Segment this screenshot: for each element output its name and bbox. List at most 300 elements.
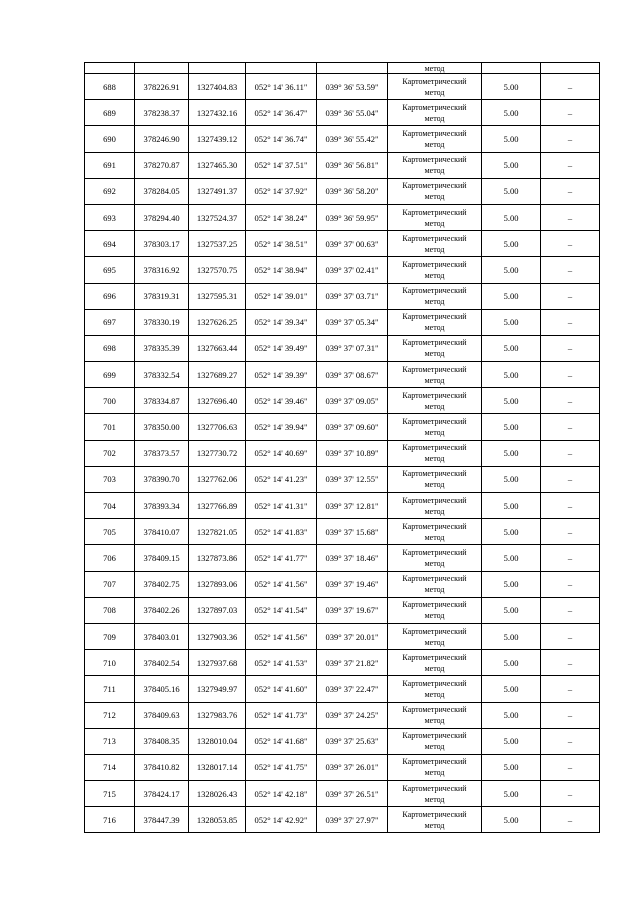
x-coord-cell: 378226.91 — [135, 74, 189, 100]
table-row — [85, 414, 600, 440]
x-coord-cell: 378294.40 — [135, 204, 189, 230]
x-coord-cell: 378319.31 — [135, 283, 189, 309]
note-cell: – — [541, 335, 600, 361]
point-number-cell: 712 — [85, 702, 135, 728]
point-number-cell: 703 — [85, 466, 135, 492]
method-line: Картометрический — [402, 338, 467, 348]
method-line: Картометрический — [402, 731, 467, 741]
x-coord-cell: 378393.34 — [135, 493, 189, 519]
precision-cell: 5.00 — [482, 571, 541, 597]
method-line: Картометрический — [402, 128, 467, 138]
point-number-cell: 691 — [85, 152, 135, 178]
table-row — [85, 466, 600, 492]
y-coord-cell: 1327821.05 — [189, 519, 246, 545]
method-line: метод — [424, 323, 445, 333]
longitude-cell: 039° 37' 03.71" — [317, 283, 388, 309]
table-row — [85, 650, 600, 676]
table-row — [85, 178, 600, 204]
method-line: метод — [424, 637, 445, 647]
longitude-cell: 039° 36' 56.81" — [317, 152, 388, 178]
point-number-cell: 702 — [85, 440, 135, 466]
precision-cell: 5.00 — [482, 650, 541, 676]
latitude-cell: 052° 14' 39.39" — [246, 362, 317, 388]
note-cell: – — [541, 100, 600, 126]
longitude-cell: 039° 37' 12.81" — [317, 493, 388, 519]
method-cell — [388, 519, 482, 545]
method-line: Картометрический — [402, 600, 467, 610]
point-number-cell: 713 — [85, 728, 135, 754]
x-coord-cell: 378246.90 — [135, 126, 189, 152]
y-coord-cell: 1327626.25 — [189, 309, 246, 335]
note-cell: – — [541, 571, 600, 597]
method-line: Картометрический — [402, 364, 467, 374]
x-coord-cell: 378402.54 — [135, 650, 189, 676]
point-number-cell: 690 — [85, 126, 135, 152]
table-row — [85, 257, 600, 283]
precision-cell: 5.00 — [482, 493, 541, 519]
latitude-cell: 052° 14' 42.18" — [246, 781, 317, 807]
method-line: Картометрический — [402, 495, 467, 505]
method-line: Картометрический — [402, 76, 467, 86]
table-row — [85, 126, 600, 152]
note-cell: – — [541, 466, 600, 492]
method-line: метод — [424, 297, 445, 307]
y-coord-cell: 1327595.31 — [189, 283, 246, 309]
note-cell: – — [541, 283, 600, 309]
longitude-cell: 039° 36' 55.42" — [317, 126, 388, 152]
method-line: метод — [424, 139, 445, 149]
note-cell: – — [541, 519, 600, 545]
longitude-cell: 039° 37' 24.25" — [317, 702, 388, 728]
latitude-cell: 052° 14' 39.94" — [246, 414, 317, 440]
note-cell: – — [541, 781, 600, 807]
latitude-cell: 052° 14' 39.49" — [246, 335, 317, 361]
point-number-cell: 716 — [85, 807, 135, 833]
method-cell — [388, 257, 482, 283]
latitude-cell: 052° 14' 42.92" — [246, 807, 317, 833]
method-cell — [388, 231, 482, 257]
method-cell — [388, 807, 482, 833]
method-line: Картометрический — [402, 547, 467, 557]
y-coord-cell: 1327465.30 — [189, 152, 246, 178]
method-line: Картометрический — [402, 259, 467, 269]
y-coord-cell: 1327404.83 — [189, 74, 246, 100]
longitude-cell: 039° 37' 09.05" — [317, 388, 388, 414]
method-line: Картометрический — [402, 443, 467, 453]
longitude-cell: 039° 37' 19.46" — [317, 571, 388, 597]
longitude-cell: 039° 36' 58.20" — [317, 178, 388, 204]
method-cell — [388, 309, 482, 335]
method-line: метод — [424, 244, 445, 254]
method-line: Картометрический — [402, 102, 467, 112]
longitude-cell: 039° 36' 59.95" — [317, 204, 388, 230]
longitude-cell: 039° 37' 08.67" — [317, 362, 388, 388]
method-line: метод — [424, 716, 445, 726]
y-coord-cell: 1328010.04 — [189, 728, 246, 754]
point-number-cell: 701 — [85, 414, 135, 440]
table-row — [85, 519, 600, 545]
precision-cell: 5.00 — [482, 597, 541, 623]
longitude-cell: 039° 37' 18.46" — [317, 545, 388, 571]
longitude-cell: 039° 37' 21.82" — [317, 650, 388, 676]
precision-cell: 5.00 — [482, 807, 541, 833]
table-row — [85, 623, 600, 649]
method-cell — [388, 178, 482, 204]
method-line: Картометрический — [402, 312, 467, 322]
y-coord-cell: 1327897.03 — [189, 597, 246, 623]
x-coord-cell: 378373.57 — [135, 440, 189, 466]
table-row — [85, 204, 600, 230]
method-cell — [388, 597, 482, 623]
longitude-cell: 039° 37' 20.01" — [317, 623, 388, 649]
method-line: метод — [424, 611, 445, 621]
method-line: метод — [424, 742, 445, 752]
note-cell: – — [541, 74, 600, 100]
method-line: метод — [424, 428, 445, 438]
table-row — [85, 309, 600, 335]
y-coord-cell: 1327766.89 — [189, 493, 246, 519]
method-line: Картометрический — [402, 469, 467, 479]
longitude-cell: 039° 37' 12.55" — [317, 466, 388, 492]
precision-cell: 5.00 — [482, 440, 541, 466]
coordinates-table — [84, 62, 600, 833]
point-number-cell: 710 — [85, 650, 135, 676]
y-coord-cell: 1328026.43 — [189, 781, 246, 807]
note-cell: – — [541, 807, 600, 833]
latitude-cell: 052° 14' 36.47" — [246, 100, 317, 126]
precision-cell: 5.00 — [482, 545, 541, 571]
method-cell — [388, 493, 482, 519]
table-row — [85, 231, 600, 257]
point-number-cell: 709 — [85, 623, 135, 649]
latitude-cell: 052° 14' 41.54" — [246, 597, 317, 623]
note-cell: – — [541, 597, 600, 623]
method-line: Картометрический — [402, 390, 467, 400]
x-coord-cell: 378447.39 — [135, 807, 189, 833]
table-row — [85, 152, 600, 178]
y-coord-cell: 1327439.12 — [189, 126, 246, 152]
precision-cell: 5.00 — [482, 414, 541, 440]
method-cell — [388, 152, 482, 178]
point-number-cell: 700 — [85, 388, 135, 414]
y-coord-cell: 1327893.06 — [189, 571, 246, 597]
x-coord-cell: 378409.63 — [135, 702, 189, 728]
latitude-cell: 052° 14' 37.51" — [246, 152, 317, 178]
latitude-cell: 052° 14' 37.92" — [246, 178, 317, 204]
method-line: Картометрический — [402, 155, 467, 165]
note-cell: – — [541, 231, 600, 257]
table-row — [85, 493, 600, 519]
longitude-cell: 039° 37' 19.67" — [317, 597, 388, 623]
y-coord-cell: 1327689.27 — [189, 362, 246, 388]
precision-cell: 5.00 — [482, 283, 541, 309]
table-row — [85, 100, 600, 126]
table-row — [85, 728, 600, 754]
point-number-cell: 711 — [85, 676, 135, 702]
precision-cell: 5.00 — [482, 257, 541, 283]
latitude-cell: 052° 14' 39.01" — [246, 283, 317, 309]
precision-cell: 5.00 — [482, 623, 541, 649]
point-number-cell: 689 — [85, 100, 135, 126]
method-cell — [388, 571, 482, 597]
note-cell: – — [541, 440, 600, 466]
x-coord-cell: 378402.26 — [135, 597, 189, 623]
x-coord-cell: 378238.37 — [135, 100, 189, 126]
longitude-cell: 039° 37' 25.63" — [317, 728, 388, 754]
method-line: метод — [424, 585, 445, 595]
longitude-cell: 039° 37' 22.47" — [317, 676, 388, 702]
point-number-cell: 692 — [85, 178, 135, 204]
x-coord-cell: 378402.75 — [135, 571, 189, 597]
x-coord-cell: 378350.00 — [135, 414, 189, 440]
precision-cell: 5.00 — [482, 728, 541, 754]
point-number-cell: 696 — [85, 283, 135, 309]
table-row — [85, 676, 600, 702]
x-coord-cell: 378409.15 — [135, 545, 189, 571]
table-row — [85, 702, 600, 728]
y-coord-cell: 1327949.97 — [189, 676, 246, 702]
latitude-cell: 052° 14' 41.56" — [246, 623, 317, 649]
x-coord-cell: 378410.82 — [135, 754, 189, 780]
precision-cell: 5.00 — [482, 100, 541, 126]
precision-cell: 5.00 — [482, 362, 541, 388]
latitude-cell: 052° 14' 38.24" — [246, 204, 317, 230]
method-line: Картометрический — [402, 678, 467, 688]
precision-cell: 5.00 — [482, 178, 541, 204]
method-line: Картометрический — [402, 626, 467, 636]
point-number-cell: 715 — [85, 781, 135, 807]
method-line: метод — [424, 192, 445, 202]
point-number-cell: 694 — [85, 231, 135, 257]
note-cell: – — [541, 493, 600, 519]
note-cell: – — [541, 152, 600, 178]
precision-cell: 5.00 — [482, 519, 541, 545]
table-row — [85, 597, 600, 623]
y-coord-cell: 1327537.25 — [189, 231, 246, 257]
method-cell — [388, 414, 482, 440]
method-line: метод — [424, 558, 445, 568]
method-cell — [388, 466, 482, 492]
longitude-cell: 039° 37' 10.89" — [317, 440, 388, 466]
point-number-cell: 708 — [85, 597, 135, 623]
y-coord-cell: 1327873.86 — [189, 545, 246, 571]
point-number-cell: 706 — [85, 545, 135, 571]
y-coord-cell: 1327730.72 — [189, 440, 246, 466]
longitude-cell: 039° 37' 00.63" — [317, 231, 388, 257]
method-line: Картометрический — [402, 286, 467, 296]
method-line: метод — [424, 820, 445, 830]
x-coord-cell: 378270.87 — [135, 152, 189, 178]
table-row-continued — [85, 63, 600, 74]
point-number-cell: 704 — [85, 493, 135, 519]
longitude-cell: 039° 36' 55.04" — [317, 100, 388, 126]
latitude-cell: 052° 14' 38.51" — [246, 231, 317, 257]
method-cell — [388, 362, 482, 388]
method-cell — [388, 623, 482, 649]
x-coord-cell: 378316.92 — [135, 257, 189, 283]
latitude-cell: 052° 14' 40.69" — [246, 440, 317, 466]
latitude-cell: 052° 14' 41.23" — [246, 466, 317, 492]
note-cell: – — [541, 676, 600, 702]
x-coord-cell: 378390.70 — [135, 466, 189, 492]
table-row — [85, 335, 600, 361]
longitude-cell: 039° 37' 26.51" — [317, 781, 388, 807]
y-coord-cell: 1327706.63 — [189, 414, 246, 440]
precision-cell: 5.00 — [482, 231, 541, 257]
longitude-cell: 039° 37' 05.34" — [317, 309, 388, 335]
method-line: метод — [424, 166, 445, 176]
method-line: метод — [424, 480, 445, 490]
note-cell: – — [541, 702, 600, 728]
method-line: метод — [424, 401, 445, 411]
method-cell — [388, 728, 482, 754]
table-row — [85, 440, 600, 466]
latitude-cell: 052° 14' 41.83" — [246, 519, 317, 545]
table-row — [85, 362, 600, 388]
point-number-cell: 714 — [85, 754, 135, 780]
method-tail-cell: метод — [388, 63, 482, 74]
method-line: метод — [424, 663, 445, 673]
longitude-cell: 039° 36' 53.59" — [317, 74, 388, 100]
method-line: Картометрический — [402, 809, 467, 819]
longitude-cell: 039° 37' 15.68" — [317, 519, 388, 545]
precision-cell: 5.00 — [482, 309, 541, 335]
table-row — [85, 571, 600, 597]
latitude-cell: 052° 14' 41.31" — [246, 493, 317, 519]
y-coord-cell: 1327983.76 — [189, 702, 246, 728]
table-row — [85, 283, 600, 309]
table-row — [85, 781, 600, 807]
latitude-cell: 052° 14' 41.60" — [246, 676, 317, 702]
method-cell — [388, 388, 482, 414]
method-line: метод — [424, 794, 445, 804]
y-coord-cell: 1327491.37 — [189, 178, 246, 204]
y-coord-cell: 1327663.44 — [189, 335, 246, 361]
latitude-cell: 052° 14' 36.11" — [246, 74, 317, 100]
longitude-cell: 039° 37' 27.97" — [317, 807, 388, 833]
note-cell: – — [541, 414, 600, 440]
method-line: Картометрический — [402, 233, 467, 243]
precision-cell: 5.00 — [482, 754, 541, 780]
table-body — [85, 63, 600, 833]
note-cell: – — [541, 545, 600, 571]
method-line: Картометрический — [402, 181, 467, 191]
precision-cell: 5.00 — [482, 126, 541, 152]
y-coord-cell: 1327524.37 — [189, 204, 246, 230]
method-cell — [388, 676, 482, 702]
table-row — [85, 74, 600, 100]
y-coord-cell: 1328017.14 — [189, 754, 246, 780]
method-line: метод — [424, 349, 445, 359]
latitude-cell: 052° 14' 41.56" — [246, 571, 317, 597]
latitude-cell: 052° 14' 39.34" — [246, 309, 317, 335]
latitude-cell: 052° 14' 41.73" — [246, 702, 317, 728]
note-cell: – — [541, 257, 600, 283]
point-number-cell: 695 — [85, 257, 135, 283]
longitude-cell: 039° 37' 09.60" — [317, 414, 388, 440]
x-coord-cell: 378334.87 — [135, 388, 189, 414]
x-coord-cell: 378284.05 — [135, 178, 189, 204]
point-number-cell: 698 — [85, 335, 135, 361]
x-coord-cell: 378405.16 — [135, 676, 189, 702]
precision-cell: 5.00 — [482, 466, 541, 492]
note-cell: – — [541, 204, 600, 230]
latitude-cell: 052° 14' 41.53" — [246, 650, 317, 676]
longitude-cell: 039° 37' 02.41" — [317, 257, 388, 283]
method-line: Картометрический — [402, 783, 467, 793]
precision-cell: 5.00 — [482, 204, 541, 230]
note-cell: – — [541, 754, 600, 780]
point-number-cell: 697 — [85, 309, 135, 335]
method-cell — [388, 335, 482, 361]
method-line: метод — [424, 689, 445, 699]
precision-cell: 5.00 — [482, 335, 541, 361]
method-cell — [388, 754, 482, 780]
method-cell — [388, 781, 482, 807]
method-line: метод — [424, 218, 445, 228]
method-line: метод — [424, 506, 445, 516]
note-cell: – — [541, 388, 600, 414]
x-coord-cell: 378410.07 — [135, 519, 189, 545]
method-line: Картометрический — [402, 417, 467, 427]
method-line: метод — [424, 375, 445, 385]
note-cell: – — [541, 309, 600, 335]
point-number-cell: 707 — [85, 571, 135, 597]
precision-cell: 5.00 — [482, 388, 541, 414]
method-line: Картометрический — [402, 207, 467, 217]
point-number-cell: 688 — [85, 74, 135, 100]
note-cell: – — [541, 178, 600, 204]
y-coord-cell: 1327903.36 — [189, 623, 246, 649]
method-line: Картометрический — [402, 652, 467, 662]
x-coord-cell: 378332.54 — [135, 362, 189, 388]
precision-cell: 5.00 — [482, 74, 541, 100]
method-line: Картометрический — [402, 574, 467, 584]
table-row — [85, 545, 600, 571]
method-line: Картометрический — [402, 757, 467, 767]
method-line: метод — [424, 454, 445, 464]
x-coord-cell: 378330.19 — [135, 309, 189, 335]
longitude-cell: 039° 37' 26.01" — [317, 754, 388, 780]
precision-cell: 5.00 — [482, 702, 541, 728]
method-line: Картометрический — [402, 705, 467, 715]
method-cell — [388, 650, 482, 676]
longitude-cell: 039° 37' 07.31" — [317, 335, 388, 361]
latitude-cell: 052° 14' 41.77" — [246, 545, 317, 571]
method-cell — [388, 204, 482, 230]
y-coord-cell: 1327762.06 — [189, 466, 246, 492]
method-line: Картометрический — [402, 521, 467, 531]
latitude-cell: 052° 14' 39.46" — [246, 388, 317, 414]
method-line: метод — [424, 532, 445, 542]
method-line: метод — [424, 87, 445, 97]
y-coord-cell: 1327937.68 — [189, 650, 246, 676]
y-coord-cell: 1328053.85 — [189, 807, 246, 833]
note-cell: – — [541, 623, 600, 649]
note-cell: – — [541, 362, 600, 388]
y-coord-cell: 1327432.16 — [189, 100, 246, 126]
method-cell — [388, 100, 482, 126]
x-coord-cell: 378424.17 — [135, 781, 189, 807]
precision-cell: 5.00 — [482, 676, 541, 702]
table-row — [85, 388, 600, 414]
method-cell — [388, 702, 482, 728]
point-number-cell: 693 — [85, 204, 135, 230]
x-coord-cell: 378403.01 — [135, 623, 189, 649]
precision-cell: 5.00 — [482, 152, 541, 178]
precision-cell: 5.00 — [482, 781, 541, 807]
table-row — [85, 807, 600, 833]
